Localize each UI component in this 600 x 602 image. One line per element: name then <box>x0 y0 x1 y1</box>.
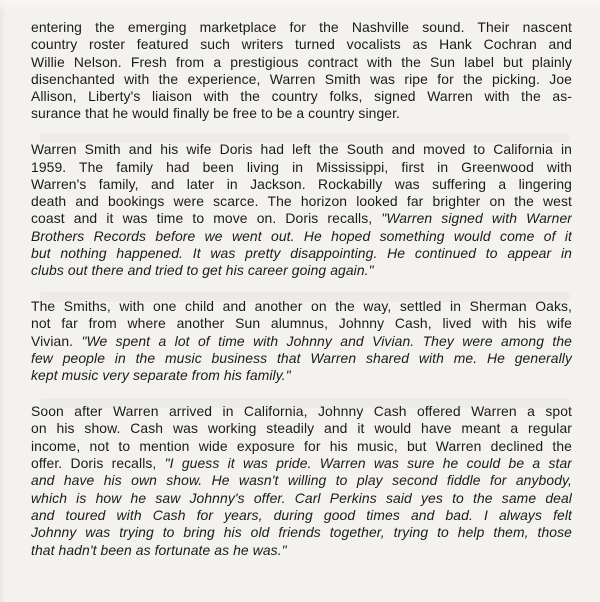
text-line <box>31 438 572 455</box>
body-text: surance that he would finally be free to be a country singer. <box>31 105 401 122</box>
body-text: country roster featured such writers turned vocalists as Hank Cochran and <box>31 36 572 53</box>
text-line <box>31 298 572 315</box>
body-text: Warren Smith and his wife Doris had left the South and moved to California in <box>31 141 572 158</box>
text-line <box>31 542 572 559</box>
body-text: on his show. Cash was working steadily and it would have meant a regular <box>31 420 572 437</box>
text-line <box>31 262 572 279</box>
body-text: entering the emerging marketplace for the Nashville sound. Their nascent <box>31 19 572 35</box>
paragraph-1 <box>31 19 572 123</box>
text-line <box>31 367 572 384</box>
text-line <box>31 350 572 367</box>
body-text: Soon after Warren arrived in California, Johnny Cash offered Warren a spot <box>31 403 572 420</box>
text-line <box>31 193 572 210</box>
text-line <box>31 420 572 437</box>
paragraph-4 <box>31 403 572 559</box>
quoted-italic-text: "Warren signed with Warner <box>381 210 572 227</box>
text-line <box>31 71 572 88</box>
text-line <box>31 176 572 193</box>
text-line <box>31 490 572 507</box>
text-line <box>31 524 572 541</box>
body-text: death and bookings were scarce. The horizon looked far brighter on the west <box>31 193 572 210</box>
quoted-italic-text: which is how he saw Johnny's offer. Carl Perkins said yes to the same deal <box>31 489 572 506</box>
text-line <box>31 36 572 53</box>
text-line <box>31 19 572 36</box>
quoted-italic-text: Johnny was trying to bring his old friends together, trying to help them, those <box>31 524 572 541</box>
body-text: income, not to mention wide exposure for his music, but Warren declined the <box>31 437 572 454</box>
quoted-italic-text: that hadn't been as fortunate as he was." <box>31 541 287 558</box>
text-line <box>31 105 572 122</box>
quoted-italic-text: and have his own show. He wasn't willing to play second fiddle for anybody, <box>31 472 572 489</box>
body-text: The Smiths, with one child and another on the way, settled in Sherman Oaks, <box>31 298 572 315</box>
scan-top-edge-shading <box>0 0 600 12</box>
text-line <box>31 88 572 105</box>
scan-left-edge-shading <box>0 0 6 602</box>
text-line <box>31 455 572 472</box>
quoted-italic-text: "I guess it was pride. Warren was sure he could be a star <box>164 455 572 472</box>
text-line <box>31 228 572 245</box>
body-text: Warren's family, and later in Jackson. Rockabilly was suffering a lingering <box>31 175 572 192</box>
text-line <box>31 210 572 227</box>
text-line <box>31 333 572 350</box>
body-text: 1959. The family had been living in Mississippi, first in Greenwood with <box>31 158 572 175</box>
text-line <box>31 507 572 524</box>
paragraph-3 <box>31 298 572 384</box>
quoted-italic-text: but nothing happened. It was pretty disappointing. He continued to appear in <box>31 245 572 262</box>
text-line <box>31 54 572 71</box>
text-line <box>31 141 572 158</box>
quoted-italic-text: "We spent a lot of time with Johnny and Vivian. They were among the <box>81 332 572 349</box>
text-line <box>31 472 572 489</box>
text-line <box>31 245 572 262</box>
body-text: Allison, Liberty's liaison with the country folks, signed Warren with the as- <box>31 88 572 105</box>
quoted-italic-text: clubs out there and tried to get his career going again." <box>31 262 374 279</box>
liner-notes-text <box>31 19 572 577</box>
paragraph-2 <box>31 141 572 279</box>
quoted-italic-text: few people in the music business that Warren shared with me. He generally <box>31 350 572 367</box>
body-text: disenchanted with the experience, Warren Smith was ripe for the picking. Joe <box>31 70 572 87</box>
body-text: Willie Nelson. Fresh from a prestigious contract with the Sun label but plainly <box>31 53 572 70</box>
body-text: Vivian. <box>31 332 82 349</box>
quoted-italic-text: and toured with Cash for years, during good times and bad. I always felt <box>31 506 572 523</box>
text-line <box>31 315 572 332</box>
body-text: coast and it was time to move on. Doris recalls, <box>31 210 382 227</box>
quoted-italic-text: Brothers Records before we went out. He hoped something would come of it <box>31 227 572 244</box>
body-text: offer. Doris recalls, <box>31 455 165 472</box>
body-text: not far from where another Sun alumnus, Johnny Cash, lived with his wife <box>31 315 572 332</box>
text-line <box>31 403 572 420</box>
text-line <box>31 159 572 176</box>
quoted-italic-text: kept music very separate from his family." <box>31 367 291 384</box>
